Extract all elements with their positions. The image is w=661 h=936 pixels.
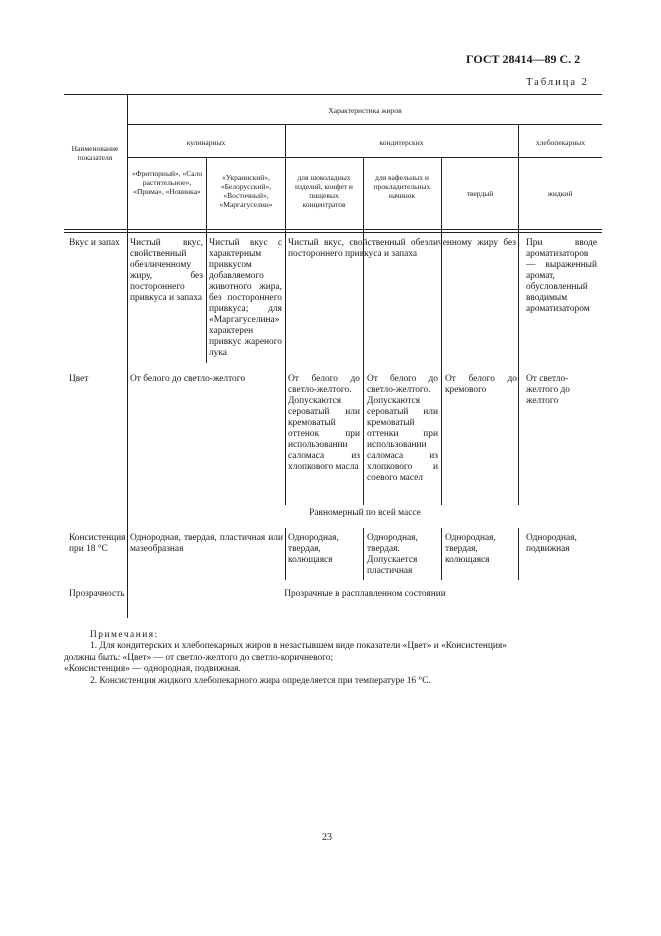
cell-taste-bakery-liquid: При вводе ароматизаторов — выраженный аромат, обусловленный вводимым ароматизатором: [526, 238, 597, 314]
notes-block: [64, 630, 604, 687]
cell-taste-confectionery: Чистый вкус, свойственный обезличенному жиру без постороннего привкуса и запаха: [288, 238, 516, 259]
subheader-liquid: жидкий: [547, 189, 573, 198]
table-number: Таблица 2: [526, 77, 589, 88]
header-culinary: кулинарных: [186, 138, 226, 147]
color-uniform-note: Равномерный по всей массе: [309, 508, 421, 518]
cell-consistency-hard: Однородная, твердая, колющаяся: [445, 533, 496, 565]
note-2: 2. Консистенция жидкого хлебопекарного жира определяется при температуре 16 °С.: [90, 675, 431, 686]
note-1-line-3: «Консистенция» — однородная, подвижная.: [64, 664, 241, 675]
subheader-hard: твердый: [466, 189, 494, 198]
row-label-transparency: Прозрачность: [69, 589, 125, 599]
subheader-culinary-1: «Фритюрный», «Сало растительное», «Прима», «Новинка»: [131, 169, 203, 196]
page-number: 23: [322, 832, 332, 843]
cell-transparency: Прозрачные в расплавленном состоянии: [284, 589, 446, 599]
note-1-line-2: должны быть: «Цвет» — от светло-желтого до светло-коричневого;: [64, 652, 334, 663]
cell-color-hard: От белого до кремового: [445, 374, 517, 395]
cell-consistency-wafer: Однородная, твердая. Допускается пластичная: [367, 533, 418, 576]
subheader-culinary-2: «Украинский», «Белорусский», «Восточный», «Маргагуселин»: [219, 173, 273, 209]
cell-color-culinary: От белого до светло-желтого: [130, 374, 246, 384]
subheader-wafer: для вафельных и прокладительных начинок: [373, 173, 431, 200]
cell-consistency-culinary: Однородная, твердая, пластичная или мазеобразная: [130, 533, 283, 554]
header-indicator-name: Наименование показателя: [71, 144, 119, 162]
cell-consistency-chocolate: Однородная, твердая, колющаяся: [288, 533, 339, 565]
cell-color-chocolate: От белого до светло-желтого. Допускаются сероватый или кремоватый оттенок при использовании саломаса из хлопкового масла: [288, 374, 360, 472]
document-code: ГОСТ 28414—89 С. 2: [466, 52, 581, 66]
row-label-consistency: Консистенция при 18 °С: [69, 533, 126, 554]
cell-taste-culinary-2: Чистый вкус с характерным привкусом добавляемого животного жира, без постороннего привкуса; для «Маргагуселина» характерен привкус жареного лука: [209, 238, 282, 358]
header-confectionery: кондитерских: [379, 138, 424, 147]
subheader-chocolate: для шоколадных изделий, конфет и пищевых концентратов: [295, 173, 353, 209]
cell-consistency-liquid: Однородная, подвижная: [526, 533, 577, 554]
header-bakery: хлебопекарных: [535, 138, 586, 147]
cell-taste-culinary-1: Чистый вкус, свойственный обезличенному жиру, без постороннего привкуса и запаха: [130, 238, 203, 303]
notes-title: Примечания:: [90, 630, 159, 640]
cell-color-liquid: От светло-желтого до желтого: [526, 374, 570, 406]
cell-color-wafer: От белого до светло-желтого. Допускаются сероватый или кремоватый оттенки при использовании саломаса из хлопкового и соевого масел: [367, 374, 438, 483]
note-1-line-1: 1. Для кондитерских и хлебопекарных жиров в незастывшем виде показатели «Цвет» и «Консистенция»: [90, 641, 507, 652]
row-label-taste: Вкус и запах: [69, 238, 120, 248]
header-fat-characteristics: Характеристика жиров: [328, 106, 402, 115]
row-label-color: Цвет: [69, 374, 89, 384]
